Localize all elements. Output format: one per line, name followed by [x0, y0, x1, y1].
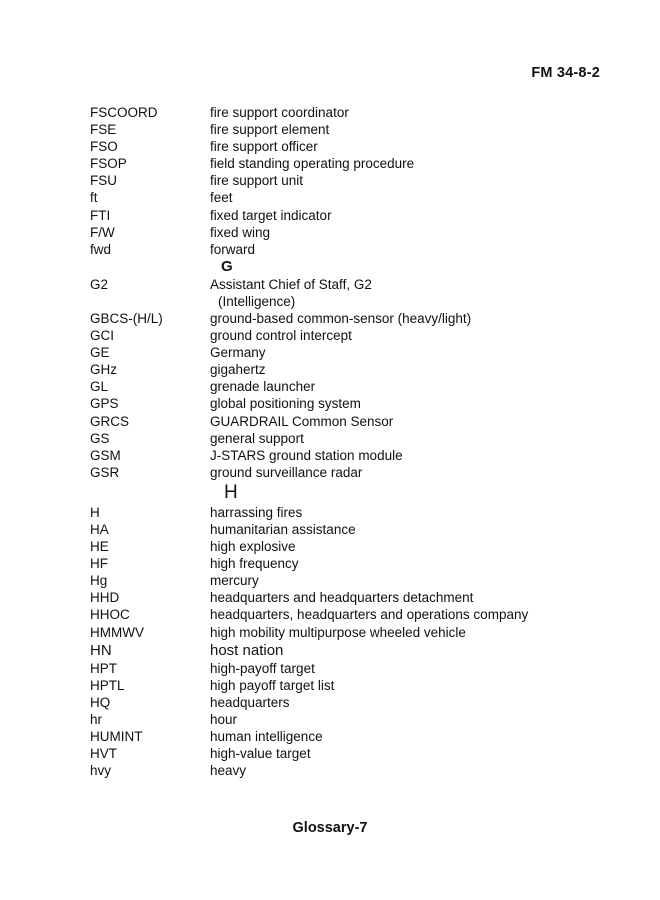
definition: headquarters and headquarters detachment	[210, 590, 474, 606]
glossary-entry	[90, 361, 610, 378]
definition: general support	[210, 430, 304, 446]
glossary-entry	[90, 327, 610, 344]
term: HVT	[90, 746, 117, 762]
definition: heavy	[210, 763, 247, 779]
glossary-entry	[90, 276, 610, 293]
glossary-entry	[90, 521, 610, 538]
definition: high explosive	[210, 539, 296, 555]
term: HMMWV	[90, 624, 144, 640]
glossary-entry	[90, 745, 610, 762]
glossary-entry	[90, 344, 610, 361]
glossary-entry	[90, 555, 610, 572]
definition: fire support officer	[210, 139, 318, 155]
glossary-entry	[90, 241, 610, 258]
definition: harrassing fires	[210, 504, 303, 520]
definition: GUARDRAIL Common Sensor	[210, 413, 394, 429]
definition: grenade launcher	[210, 379, 316, 395]
glossary-entry	[90, 430, 610, 447]
term: HF	[90, 556, 108, 572]
term: FSU	[90, 173, 117, 189]
definition: fire support unit	[210, 173, 304, 189]
term: FSO	[90, 139, 118, 155]
glossary-entry	[90, 224, 610, 241]
section-letter: G	[221, 257, 233, 275]
definition: mercury	[210, 573, 259, 589]
definition: fixed target indicator	[210, 207, 332, 223]
term: F/W	[90, 224, 115, 240]
page-footer: Glossary-7	[292, 820, 368, 836]
term: GL	[90, 379, 109, 395]
glossary-entry	[90, 138, 610, 155]
term: FTI	[90, 207, 111, 223]
definition: gigahertz	[210, 362, 266, 378]
definition: headquarters, headquarters and operations company	[210, 607, 529, 623]
glossary-list	[90, 104, 610, 779]
definition: feet	[210, 190, 233, 206]
term: HA	[90, 521, 109, 537]
term: fwd	[90, 241, 112, 257]
definition: high mobility multipurpose wheeled vehicle	[210, 624, 466, 640]
glossary-entry	[90, 172, 610, 189]
glossary-entry	[90, 728, 610, 745]
glossary-entry	[90, 711, 610, 728]
definition: high-value target	[210, 746, 311, 762]
glossary-entry	[90, 538, 610, 555]
term: hr	[90, 711, 103, 727]
term: GE	[90, 345, 110, 361]
glossary-entry	[90, 155, 610, 172]
definition-continuation	[90, 293, 610, 310]
section-letter-h	[90, 481, 610, 504]
glossary-entry	[90, 624, 610, 641]
term: HN	[90, 641, 112, 659]
definition: fixed wing	[210, 224, 271, 240]
term: G2	[90, 276, 109, 292]
term: HPTL	[90, 677, 125, 693]
glossary-entry	[90, 762, 610, 779]
definition: high payoff target list	[210, 677, 335, 693]
glossary-entry	[90, 378, 610, 395]
section-h	[90, 504, 610, 779]
term: hvy	[90, 763, 112, 779]
glossary-entry	[90, 504, 610, 521]
glossary-entry	[90, 413, 610, 430]
section-letter-g	[90, 258, 610, 276]
definition: human intelligence	[210, 729, 323, 744]
term: GRCS	[90, 413, 130, 429]
glossary-entry	[90, 447, 610, 464]
term: Hg	[90, 573, 108, 589]
definition: headquarters	[210, 694, 290, 710]
section-f	[90, 104, 610, 258]
section-g	[90, 276, 610, 481]
term: GHz	[90, 362, 117, 378]
glossary-entry	[90, 641, 610, 660]
definition: hour	[210, 711, 238, 727]
definition: J-STARS ground station module	[210, 447, 403, 463]
definition: Assistant Chief of Staff, G2	[210, 276, 372, 292]
definition: high-payoff target	[210, 660, 315, 676]
term: GSM	[90, 447, 121, 463]
glossary-entry	[90, 589, 610, 606]
definition: ground control intercept	[210, 328, 352, 344]
term: HHD	[90, 590, 120, 606]
term: ft	[90, 190, 98, 206]
definition: host nation	[210, 641, 284, 659]
term: HQ	[90, 694, 111, 710]
term: GCI	[90, 328, 115, 344]
definition: ground-based common-sensor (heavy/light)	[210, 310, 472, 326]
glossary-entry	[90, 677, 610, 694]
glossary-entry	[90, 464, 610, 481]
glossary-entry	[90, 207, 610, 224]
page-header: FM 34-8-2	[531, 65, 600, 81]
term: GPS	[90, 396, 119, 412]
section-letter: H	[224, 481, 238, 503]
definition: global positioning system	[210, 396, 361, 412]
term: FSCOORD	[90, 105, 158, 120]
definition: Germany	[210, 345, 266, 361]
glossary-entry	[90, 572, 610, 589]
definition: high frequency	[210, 556, 299, 572]
glossary-entry	[90, 694, 610, 711]
glossary-entry	[90, 104, 610, 121]
term: FSOP	[90, 156, 127, 172]
term: HUMINT	[90, 729, 143, 744]
definition: humanitarian assistance	[210, 521, 356, 537]
glossary-entry	[90, 310, 610, 327]
definition: fire support coordinator	[210, 105, 349, 120]
term: GSR	[90, 464, 120, 480]
definition: ground surveillance radar	[210, 464, 363, 480]
term: HE	[90, 539, 109, 555]
glossary-entry	[90, 189, 610, 206]
glossary-entry	[90, 395, 610, 412]
term: HHOC	[90, 607, 130, 623]
continuation-text: (Intelligence)	[218, 293, 296, 309]
term: H	[90, 504, 100, 520]
term: GBCS-(H/L)	[90, 310, 163, 326]
term: HPT	[90, 660, 117, 676]
term: FSE	[90, 122, 117, 138]
glossary-entry	[90, 660, 610, 677]
term: GS	[90, 430, 110, 446]
definition: field standing operating procedure	[210, 156, 415, 172]
definition: fire support element	[210, 122, 330, 138]
glossary-entry	[90, 606, 610, 623]
definition: forward	[210, 241, 256, 257]
glossary-entry	[90, 121, 610, 138]
